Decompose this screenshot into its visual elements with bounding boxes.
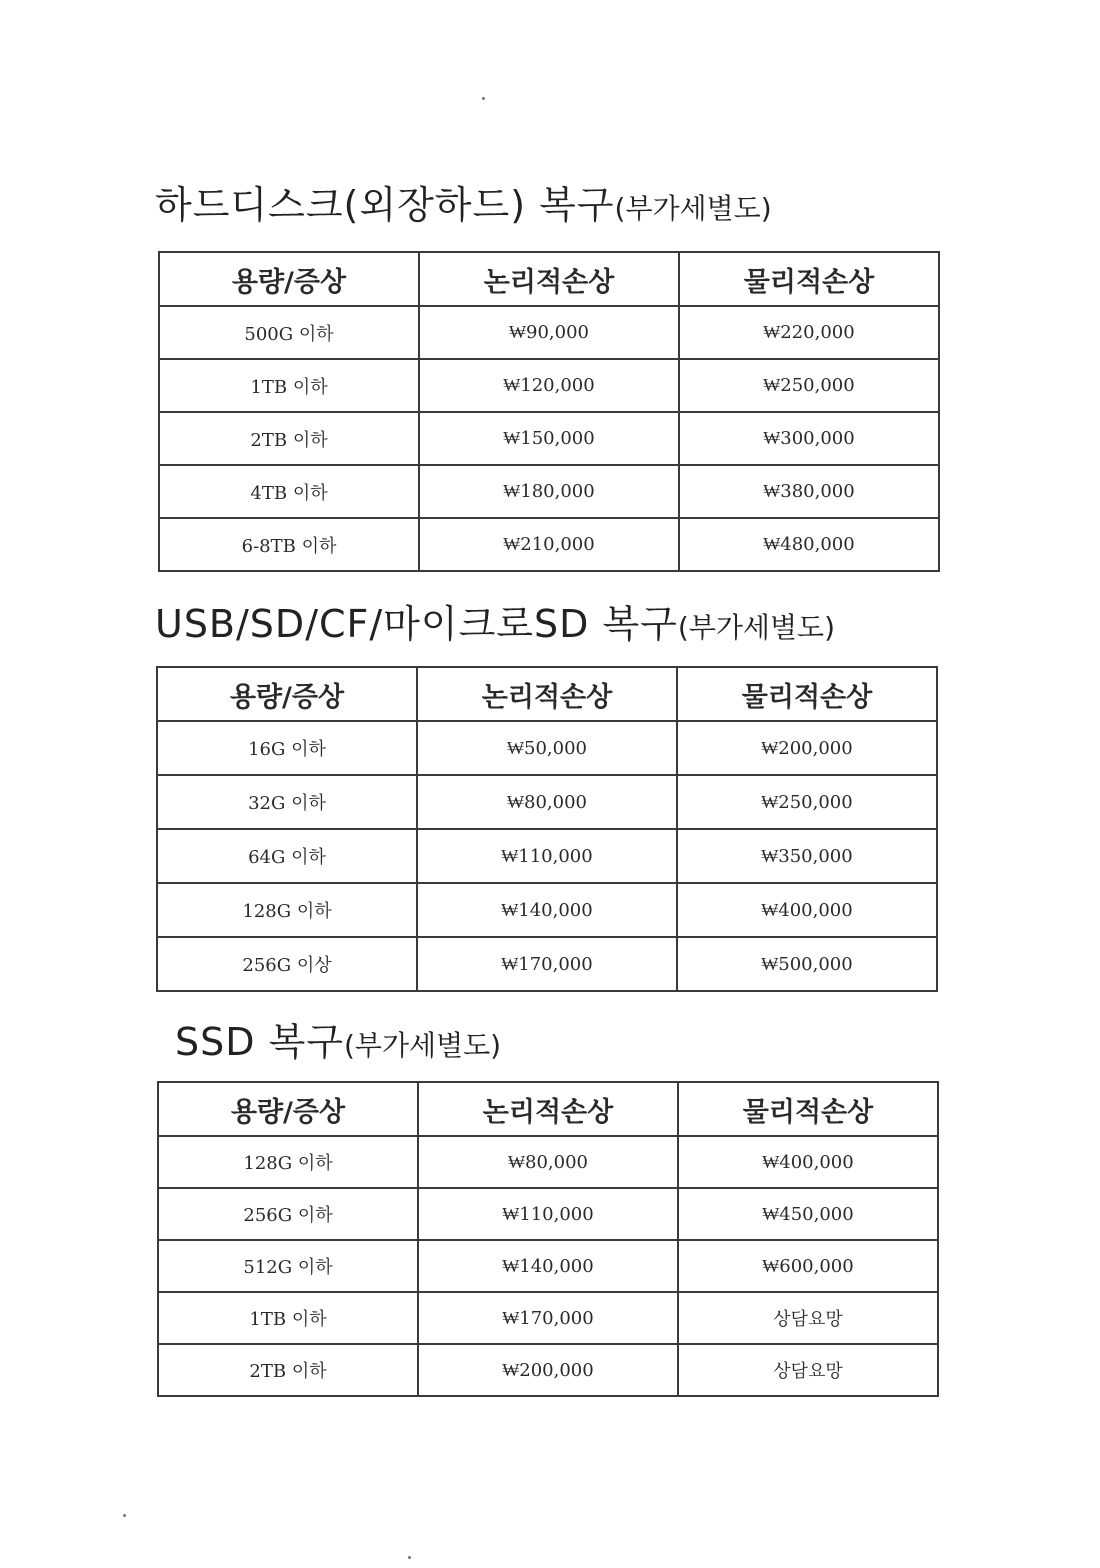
column-header-logical: 논리적손상 [417,667,677,721]
physical-price-cell: ₩350,000 [677,829,937,883]
section-title-hdd [155,182,772,232]
table-row [157,721,937,775]
logical-price-cell: ₩200,000 [418,1344,678,1396]
logical-price-cell: ₩210,000 [419,518,679,571]
table-row [157,883,937,937]
capacity-cell: 256G 이하 [158,1188,418,1240]
physical-price-cell: ₩380,000 [679,465,939,518]
physical-price-cell: 상담요망 [678,1344,938,1396]
table-row [158,1136,938,1188]
physical-price-cell: ₩450,000 [678,1188,938,1240]
physical-price-cell: ₩400,000 [678,1136,938,1188]
table-row [159,465,939,518]
scan-speck [482,97,485,100]
logical-price-cell: ₩110,000 [418,1188,678,1240]
section-title-text: USB/SD/CF/마이크로SD 복구 [155,602,678,646]
logical-price-cell: ₩170,000 [418,1292,678,1344]
table-row [158,1188,938,1240]
capacity-cell: 512G 이하 [158,1240,418,1292]
column-header-capacity: 용량/증상 [159,252,419,306]
capacity-cell: 500G 이하 [159,306,419,359]
capacity-cell: 16G 이하 [157,721,417,775]
logical-price-cell: ₩110,000 [417,829,677,883]
table-row [159,518,939,571]
capacity-cell: 2TB 이하 [158,1344,418,1396]
capacity-cell: 256G 이상 [157,937,417,991]
physical-price-cell: ₩300,000 [679,412,939,465]
capacity-cell: 128G 이하 [157,883,417,937]
column-header-capacity: 용량/증상 [157,667,417,721]
column-header-logical: 논리적손상 [418,1082,678,1136]
physical-price-cell: ₩250,000 [679,359,939,412]
logical-price-cell: ₩50,000 [417,721,677,775]
physical-price-cell: 상담요망 [678,1292,938,1344]
table-row [157,829,937,883]
table-row [157,937,937,991]
table-header-row [158,1082,938,1136]
capacity-cell: 6-8TB 이하 [159,518,419,571]
logical-price-cell: ₩170,000 [417,937,677,991]
table-row [158,1240,938,1292]
table-row [159,359,939,412]
physical-price-cell: ₩250,000 [677,775,937,829]
logical-price-cell: ₩90,000 [419,306,679,359]
vat-note: (부가세별도) [677,611,835,644]
table-row [158,1292,938,1344]
capacity-cell: 2TB 이하 [159,412,419,465]
logical-price-cell: ₩140,000 [418,1240,678,1292]
logical-price-cell: ₩150,000 [419,412,679,465]
price-table-hdd [158,251,940,572]
price-table-ssd [157,1081,939,1397]
column-header-capacity: 용량/증상 [158,1082,418,1136]
column-header-logical: 논리적손상 [419,252,679,306]
capacity-cell: 128G 이하 [158,1136,418,1188]
physical-price-cell: ₩220,000 [679,306,939,359]
physical-price-cell: ₩480,000 [679,518,939,571]
physical-price-cell: ₩600,000 [678,1240,938,1292]
vat-note: (부가세별도) [344,1029,502,1062]
table-row [159,306,939,359]
logical-price-cell: ₩120,000 [419,359,679,412]
capacity-cell: 1TB 이하 [158,1292,418,1344]
price-table-usb [156,666,938,992]
section-title-text: 하드디스크(외장하드) 복구 [155,183,615,227]
capacity-cell: 32G 이하 [157,775,417,829]
physical-price-cell: ₩500,000 [677,937,937,991]
capacity-cell: 64G 이하 [157,829,417,883]
scan-speck [123,1514,126,1517]
column-header-physical: 물리적손상 [678,1082,938,1136]
section-title-ssd [175,1019,501,1069]
physical-price-cell: ₩200,000 [677,721,937,775]
table-header-row [157,667,937,721]
table-row [159,412,939,465]
capacity-cell: 4TB 이하 [159,465,419,518]
column-header-physical: 물리적손상 [677,667,937,721]
scan-speck [408,1556,411,1559]
table-row [158,1344,938,1396]
physical-price-cell: ₩400,000 [677,883,937,937]
logical-price-cell: ₩140,000 [417,883,677,937]
logical-price-cell: ₩180,000 [419,465,679,518]
vat-note: (부가세별도) [614,192,772,225]
column-header-physical: 물리적손상 [679,252,939,306]
section-title-text: SSD 복구 [175,1020,344,1064]
table-row [157,775,937,829]
section-title-usb [155,601,835,651]
logical-price-cell: ₩80,000 [417,775,677,829]
logical-price-cell: ₩80,000 [418,1136,678,1188]
table-header-row [159,252,939,306]
capacity-cell: 1TB 이하 [159,359,419,412]
